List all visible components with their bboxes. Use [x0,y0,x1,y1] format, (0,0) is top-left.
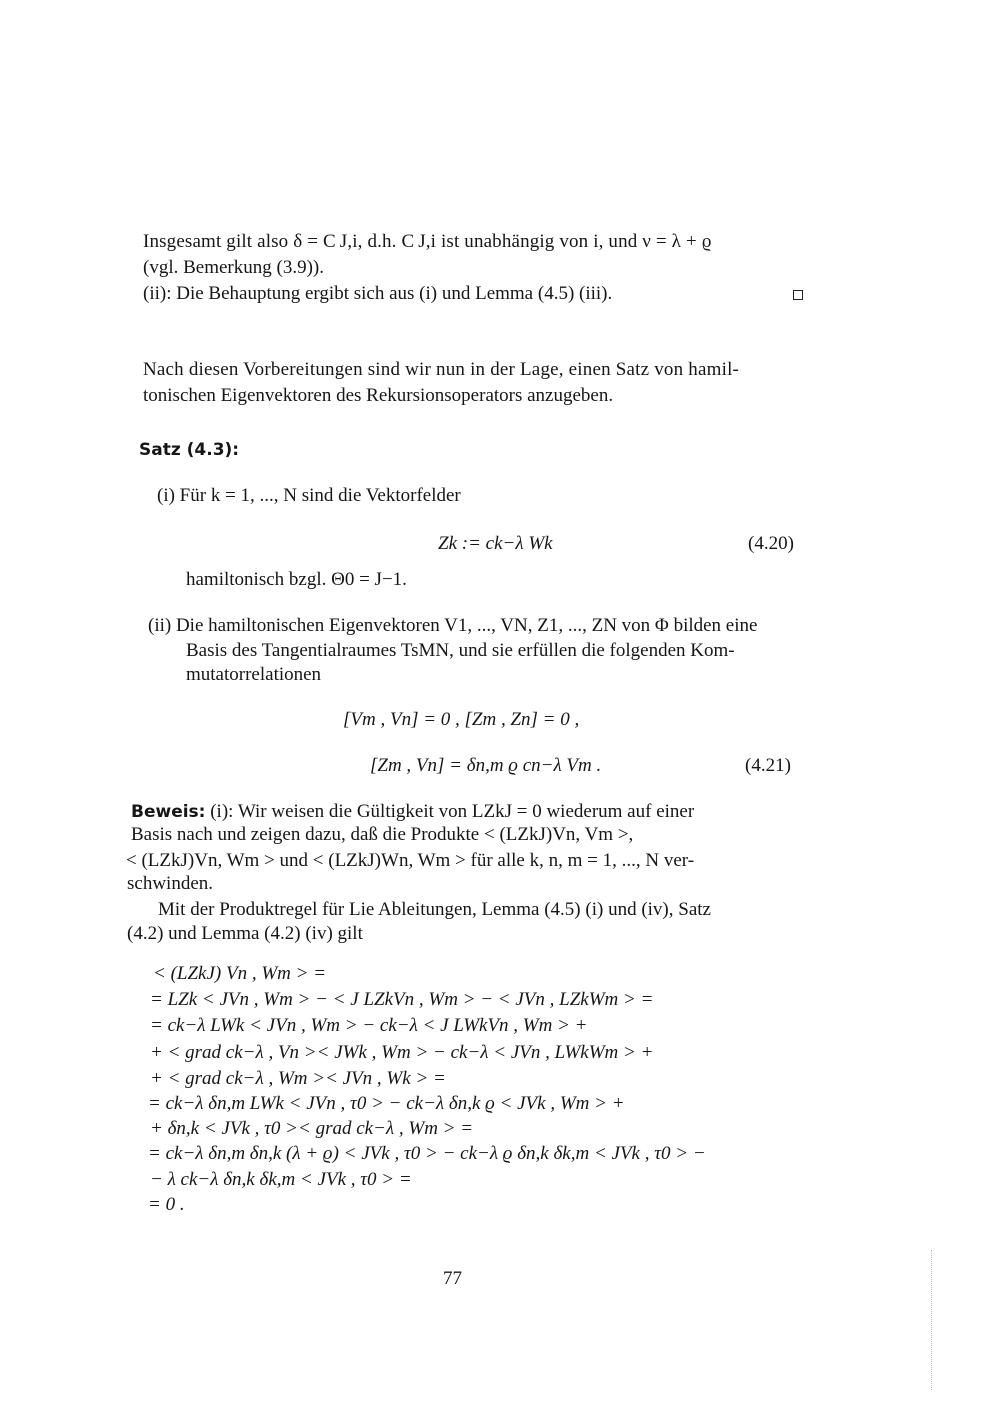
equation-label-4-20: (4.20) [748,533,794,554]
paragraph-mit-line2: (4.2) und Lemma (4.2) (iv) gilt [127,923,363,944]
derivation-line-5: + < grad ck−λ , Wm >< JVn , Wk > = [150,1068,446,1089]
beweis-line2: Basis nach und zeigen dazu, daß die Produkte < (LZkJ)Vn, Vm >, [131,824,634,845]
equation-4-21-line2: [Zm , Vn] = δn,m ϱ cn−λ Vm . [370,755,602,776]
derivation-line-6: = ck−λ δn,m LWk < JVn , τ0 > − ck−λ δn,k ϱ < JVk , Wm > + [148,1093,625,1114]
paragraph1-line1: Insgesamt gilt also δ = C J,i, d.h. C J,i ist unabhängig von i, und ν = λ + ϱ [143,231,712,252]
derivation-line-3: = ck−λ LWk < JVn , Wm > − ck−λ < J LWkVn , Wm > + [150,1015,588,1036]
qed-square-icon [793,290,803,300]
equation-4-21-line1: [Vm , Vn] = 0 , [Zm , Zn] = 0 , [343,709,580,730]
derivation-line-7: + δn,k < JVk , τ0 >< grad ck−λ , Wm > = [150,1118,474,1139]
beweis-text-1: (i): Wir weisen die Gültigkeit von LZkJ = 0 wiederum auf einer [205,801,695,822]
paragraph2-line2: tonischen Eigenvektoren des Rekursionsoperators anzugeben. [143,385,614,406]
satz-item-ii-line1: (ii) Die hamiltonischen Eigenvektoren V1, ..., VN, Z1, ..., ZN von Φ bilden eine [148,615,758,636]
equation-4-20: Zk := ck−λ Wk [438,533,553,554]
equation-label-4-21: (4.21) [745,755,791,776]
margin-scan-marks [931,1250,934,1390]
paragraph-mit-line1: Mit der Produktregel für Lie Ableitungen, Lemma (4.5) (i) und (iv), Satz [158,899,711,920]
derivation-line-4: + < grad ck−λ , Vn >< JWk , Wm > − ck−λ < JVn , LWkWm > + [150,1042,654,1063]
beweis-line4: schwinden. [127,873,214,894]
satz-item-ii-line2: Basis des Tangentialraumes TsMN, und sie erfüllen die folgenden Kom- [186,640,735,661]
beweis-line3: < (LZkJ)Vn, Wm > und < (LZkJ)Wn, Wm > für alle k, n, m = 1, ..., N ver- [126,850,695,871]
satz-title: Satz (4.3): [139,440,240,460]
satz-item-ii-line3: mutatorrelationen [186,664,322,685]
derivation-line-1: < (LZkJ) Vn , Wm > = [153,963,327,984]
beweis-line1 [131,800,694,824]
paragraph1-line2: (vgl. Bemerkung (3.9)). [143,257,324,278]
satz-item-i-after: hamiltonisch bzgl. Θ0 = J−1. [186,569,407,590]
derivation-line-9: − λ ck−λ δn,k δk,m < JVk , τ0 > = [150,1169,412,1190]
beweis-label: Beweis: [131,802,206,822]
paragraph2-line1: Nach diesen Vorbereitungen sind wir nun in der Lage, einen Satz von hamil- [143,359,740,380]
derivation-line-2: = LZk < JVn , Wm > − < J LZkVn , Wm > − < JVn , LZkWm > = [150,989,654,1010]
page-number: 77 [443,1268,462,1289]
paragraph1-line3: (ii): Die Behauptung ergibt sich aus (i) und Lemma (4.5) (iii). [143,283,613,304]
satz-item-i: (i) Für k = 1, ..., N sind die Vektorfelder [157,485,461,506]
derivation-line-10: = 0 . [148,1194,185,1215]
derivation-line-8: = ck−λ δn,m δn,k (λ + ϱ) < JVk , τ0 > − ck−λ ϱ δn,k δk,m < JVk , τ0 > − [148,1143,706,1164]
